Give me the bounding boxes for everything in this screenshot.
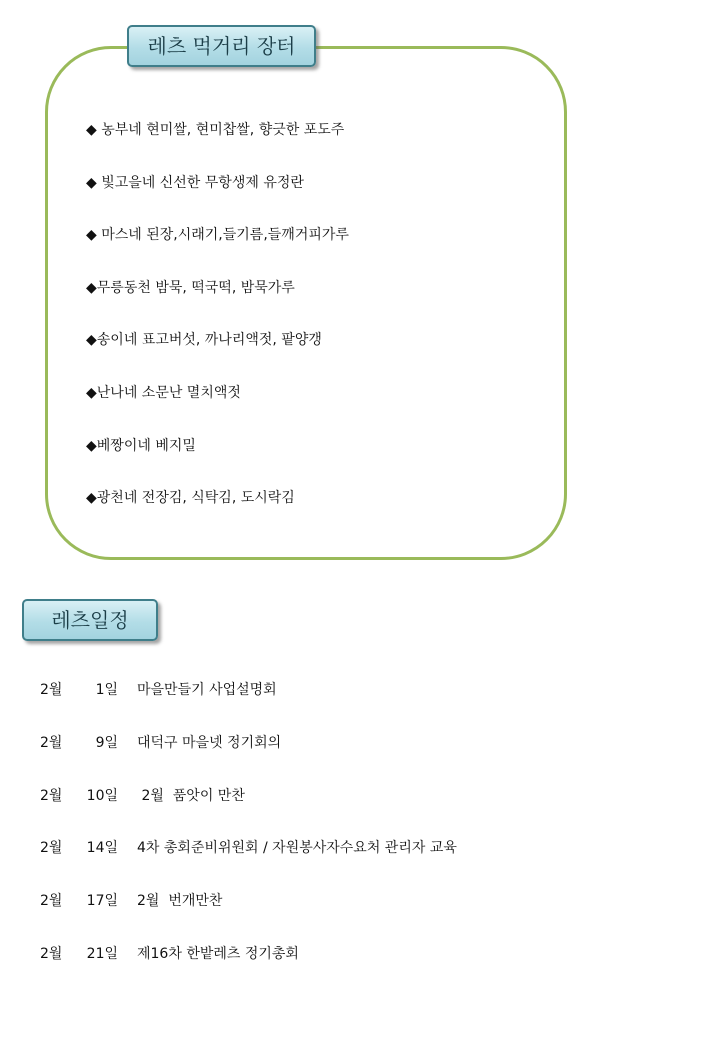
market-item: ◆ 빛고을네 신선한 무항생제 유정란 [86, 174, 304, 191]
schedule-day: 21일 [86, 945, 118, 962]
schedule-row [40, 836, 457, 889]
market-item: ◆광천네 전장김, 식탁김, 도시락김 [86, 490, 295, 507]
schedule-event: 대덕구 마을넷 정기회의 [137, 734, 282, 751]
schedule-event: 4차 총회준비위원회 / 자원봉사자수요처 관리자 교육 [137, 840, 457, 857]
schedule-month: 2월 [40, 787, 63, 804]
market-item: ◆송이네 표고버섯, 까나리액젓, 팥양갱 [86, 332, 322, 349]
schedule-row [40, 731, 457, 784]
schedule-list [40, 678, 457, 995]
market-item: ◆베짱이네 베지밀 [86, 437, 196, 454]
schedule-row [40, 942, 457, 995]
schedule-event: 마을만들기 사업설명회 [137, 682, 277, 698]
schedule-month: 2월 [40, 945, 63, 962]
schedule-event: 2월 품앗이 만찬 [137, 787, 245, 804]
market-item: ◆난나네 소문난 멸치액젓 [86, 384, 241, 401]
schedule-month: 2월 [40, 840, 63, 857]
schedule-event: 제16차 한밭레츠 정기총회 [137, 945, 299, 962]
schedule-row [40, 889, 457, 942]
schedule-month: 2월 [40, 682, 63, 698]
market-item: ◆ 마스네 된장,시래기,들기름,들깨거피가루 [86, 227, 349, 244]
schedule-day: 10일 [86, 787, 118, 804]
schedule-event: 2월 번개만찬 [137, 893, 223, 910]
schedule-section-title: 레츠일정 [22, 599, 158, 641]
market-item: ◆ 농부네 현미쌀, 현미찹쌀, 향긋한 포도주 [86, 122, 345, 138]
schedule-month: 2월 [40, 734, 63, 751]
schedule-day: 17일 [86, 893, 118, 910]
schedule-row [40, 678, 457, 731]
market-section-title: 레츠 먹거리 장터 [127, 25, 316, 67]
schedule-day: 14일 [86, 840, 118, 857]
schedule-row [40, 784, 457, 837]
market-item: ◆무릉동천 밤묵, 떡국떡, 밤묵가루 [86, 279, 295, 296]
schedule-month: 2월 [40, 893, 63, 910]
market-item-list [86, 118, 349, 539]
schedule-day: 1일 [95, 682, 118, 698]
schedule-day: 9일 [95, 734, 118, 751]
